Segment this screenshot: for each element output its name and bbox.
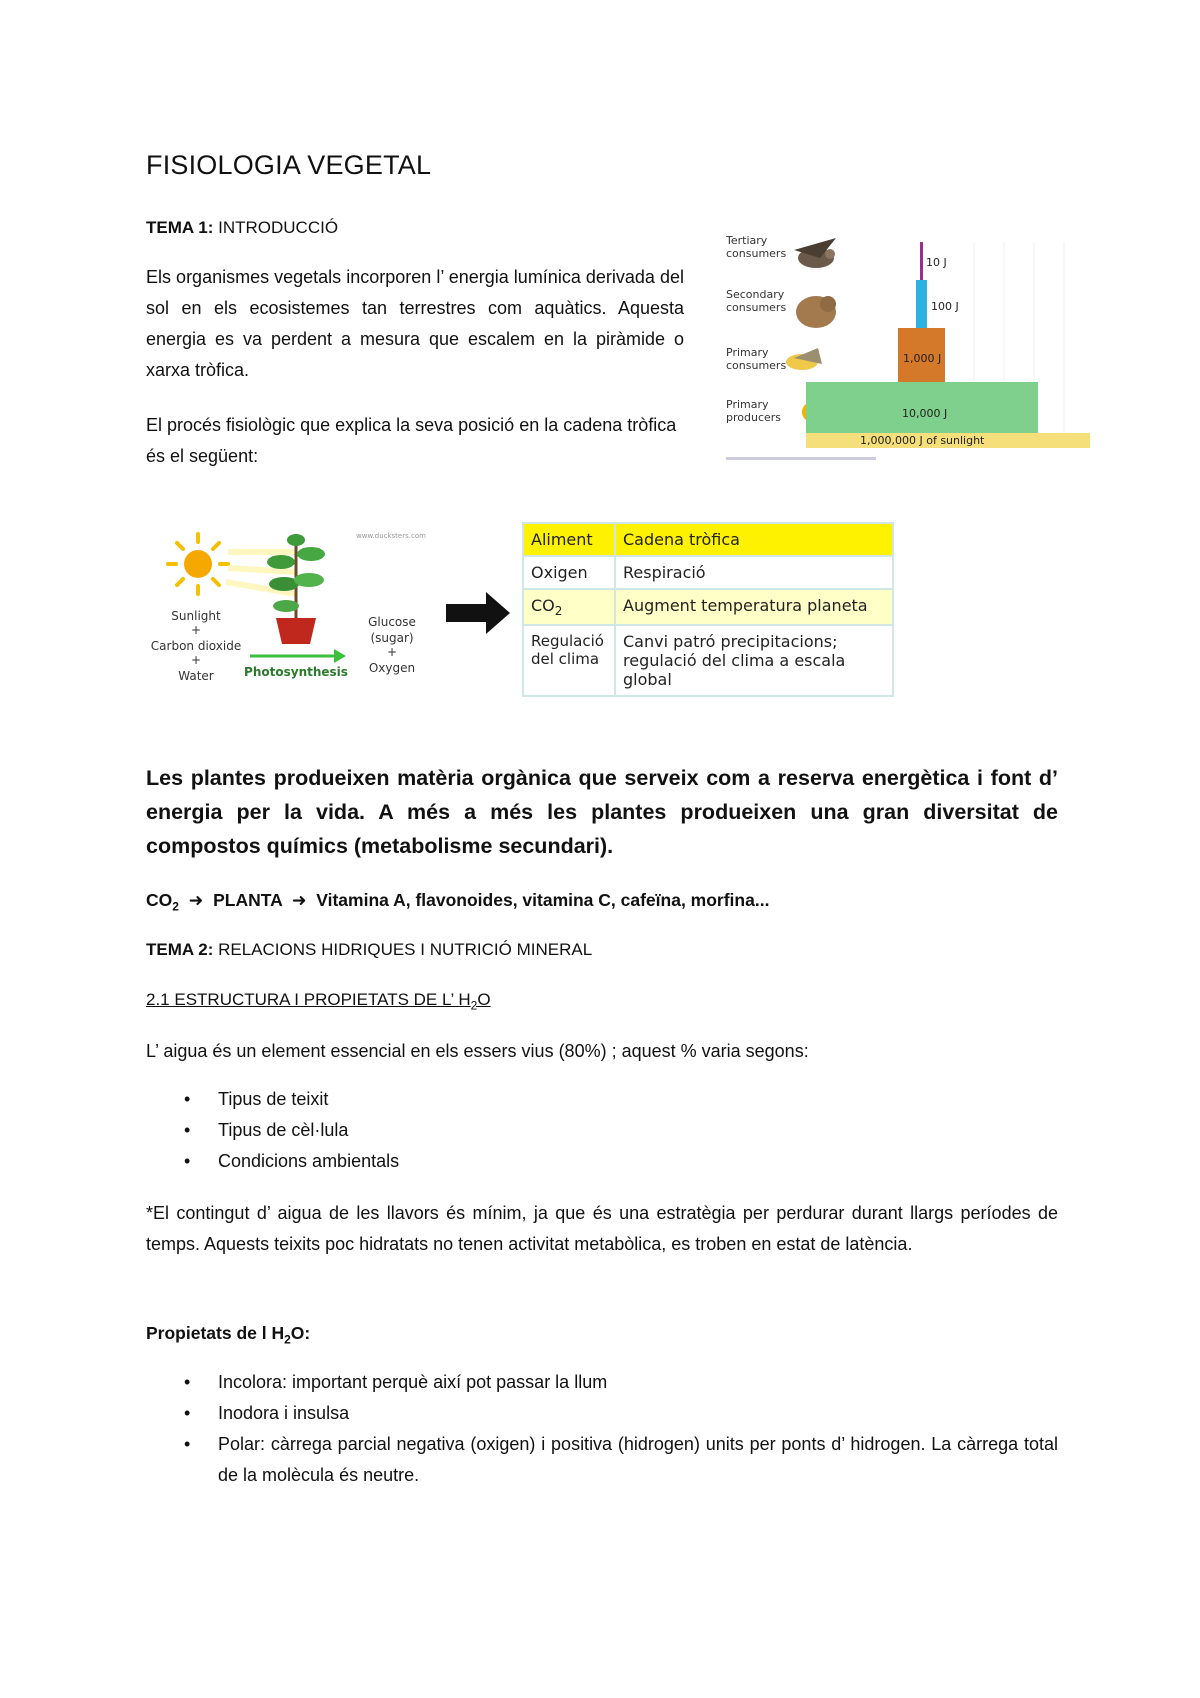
tema1-text: INTRODUCCIÓ (213, 218, 339, 237)
photo-input-2: + (190, 623, 202, 637)
water-paragraph: L’ aigua és un element essencial en els essers vius (80%) ; aquest % varia segons: (146, 1041, 809, 1061)
plants-paragraph: Les plantes produeixen matèria orgànica que serveix com a reserva energètica i font d’ energia per la vida. A més a més les plantes produeixen una gran diversitat de compostos químics (metabolisme secundari). (146, 766, 1058, 858)
table-row (523, 625, 893, 696)
intro-paragraph: Els organismes vegetals incorporen l’ energia lumínica derivada del sol en els ecosistemes tan terrestres com aquàtics. Aquesta energia es va perdent a mesura que escalem en la piràmide o xarxa tròfica. (146, 267, 684, 380)
co2-subscript: 2 (554, 604, 563, 619)
table-cell (523, 589, 615, 625)
table-cell: Canvi patró precipitacions; regulació del clima a escala global (615, 625, 893, 696)
pyramid-level-secondary-label1: Secondary (726, 288, 785, 301)
bullet-icon: • (184, 1403, 191, 1423)
pyramid-value-producers: 10,000 J (902, 407, 948, 420)
right-arrow-icon (446, 592, 510, 634)
pyramid-level-secondary-label2: consumers (726, 301, 787, 314)
process-paragraph: El procés fisiològic que explica la seva posició en la cadena tròfica és el següent: (146, 415, 677, 466)
bullet-icon: • (184, 1089, 191, 1109)
properties-text: Propietats de l H (146, 1323, 285, 1343)
tema2-label: TEMA 2: (146, 940, 214, 959)
table-cell: Respiració (615, 556, 893, 589)
chain-co: CO (146, 890, 173, 910)
pyramid-sunlight-label: 1,000,000 J of sunlight (860, 434, 985, 447)
chain-line (146, 885, 769, 923)
table-cell: Augment temperatura planeta (615, 589, 893, 625)
table-header-cell: Aliment (523, 523, 615, 556)
properties-end: O: (290, 1323, 311, 1343)
chain-planta: PLANTA (213, 890, 283, 910)
pyramid-level-tertiary-label1: Tertiary (726, 234, 768, 247)
seeds-note-paragraph: *El contingut d’ aigua de les llavors és mínim, ja que és una estratègia per perdurar durant llargs períodes de temps. Aquests teixits poc hidratats no tenen activitat metabòlica, es troben en estat de latència. (146, 1203, 1058, 1254)
section-2-1-sub: 2 (470, 998, 478, 1013)
table-header-row (523, 523, 893, 556)
photo-output-2: (sugar) (370, 631, 414, 645)
photo-input-4: + (190, 653, 202, 667)
pyramid-level-tertiary-label2: consumers (726, 247, 787, 260)
properties-sub: 2 (284, 1332, 291, 1347)
section-2-1-end: O (477, 990, 491, 1009)
properties-heading (146, 1318, 310, 1356)
table-cell: Regulació del clima (523, 625, 615, 696)
energy-pyramid-figure (724, 232, 1090, 472)
tema2-text: RELACIONS HIDRIQUES I NUTRICIÓ MINERAL (213, 940, 593, 959)
pyramid-value-secondary: 100 J (931, 300, 959, 313)
tema1-heading (146, 218, 338, 238)
photo-process-label: Photosynthesis (244, 665, 348, 679)
pyramid-level-primary-consumers-label2: consumers (726, 359, 787, 372)
section-2-1-heading (146, 990, 491, 1012)
photo-output-4: Oxygen (368, 661, 416, 675)
tema1-label: TEMA 1: (146, 218, 214, 237)
photo-watermark: www.ducksters.com (356, 532, 426, 540)
pyramid-level-primary-consumers-label1: Primary (726, 346, 769, 359)
bullet-icon: • (184, 1434, 191, 1454)
co2-text: CO (531, 596, 555, 615)
table-row (523, 589, 893, 625)
pyramid-value-tertiary: 10 J (926, 256, 947, 269)
bullet-icon: • (184, 1120, 191, 1140)
pyramid-level-producers-label2: producers (726, 411, 782, 424)
list-item: • Incolora: important perquè així pot passar la llum (180, 1367, 1058, 1398)
photo-output-3: + (386, 645, 398, 659)
pyramid-bar-tertiary (920, 242, 923, 280)
tema2-heading (146, 940, 592, 960)
chain-co-sub: 2 (172, 899, 179, 914)
list-item: • Condicions ambientals (180, 1146, 399, 1177)
water-properties-list (180, 1367, 1058, 1491)
table-header-cell: Cadena tròfica (615, 523, 893, 556)
photosynthesis-figure (146, 522, 430, 704)
photo-input-5: Water (178, 669, 214, 683)
list-item: • Tipus de cèl·lula (180, 1115, 399, 1146)
list-item: • Tipus de teixit (180, 1084, 399, 1115)
photo-output-1: Glucose (368, 615, 416, 629)
photo-input-3: Carbon dioxide (150, 639, 242, 653)
list-item: • Polar: càrrega parcial negativa (oxigen) i positiva (hidrogen) units per ponts d’ hidrogen. La càrrega total de la molècula és neutre. (180, 1429, 1058, 1491)
water-factors-list (180, 1084, 399, 1177)
list-item: • Inodora i insulsa (180, 1398, 1058, 1429)
weasel-icon (796, 296, 836, 328)
pyramid-value-primary-consumers: 1,000 J (903, 352, 942, 365)
chain-arrow-icon: ➜ (286, 890, 312, 910)
pyramid-bar-secondary (916, 280, 927, 328)
food-chain-table (522, 522, 894, 697)
bullet-icon: • (184, 1151, 191, 1171)
bullet-icon: • (184, 1372, 191, 1392)
pyramid-level-producers-label1: Primary (726, 398, 769, 411)
table-cell: Oxigen (523, 556, 615, 589)
chain-arrow-icon: ➜ (183, 890, 209, 910)
document-title: FISIOLOGIA VEGETAL (146, 150, 432, 180)
section-2-1-text: 2.1 ESTRUCTURA I PROPIETATS DE L’ H (146, 990, 471, 1009)
photo-input-1: Sunlight (171, 609, 221, 623)
chain-rest: Vitamina A, flavonoides, vitamina C, cafeïna, morfina... (316, 890, 770, 910)
table-row (523, 556, 893, 589)
